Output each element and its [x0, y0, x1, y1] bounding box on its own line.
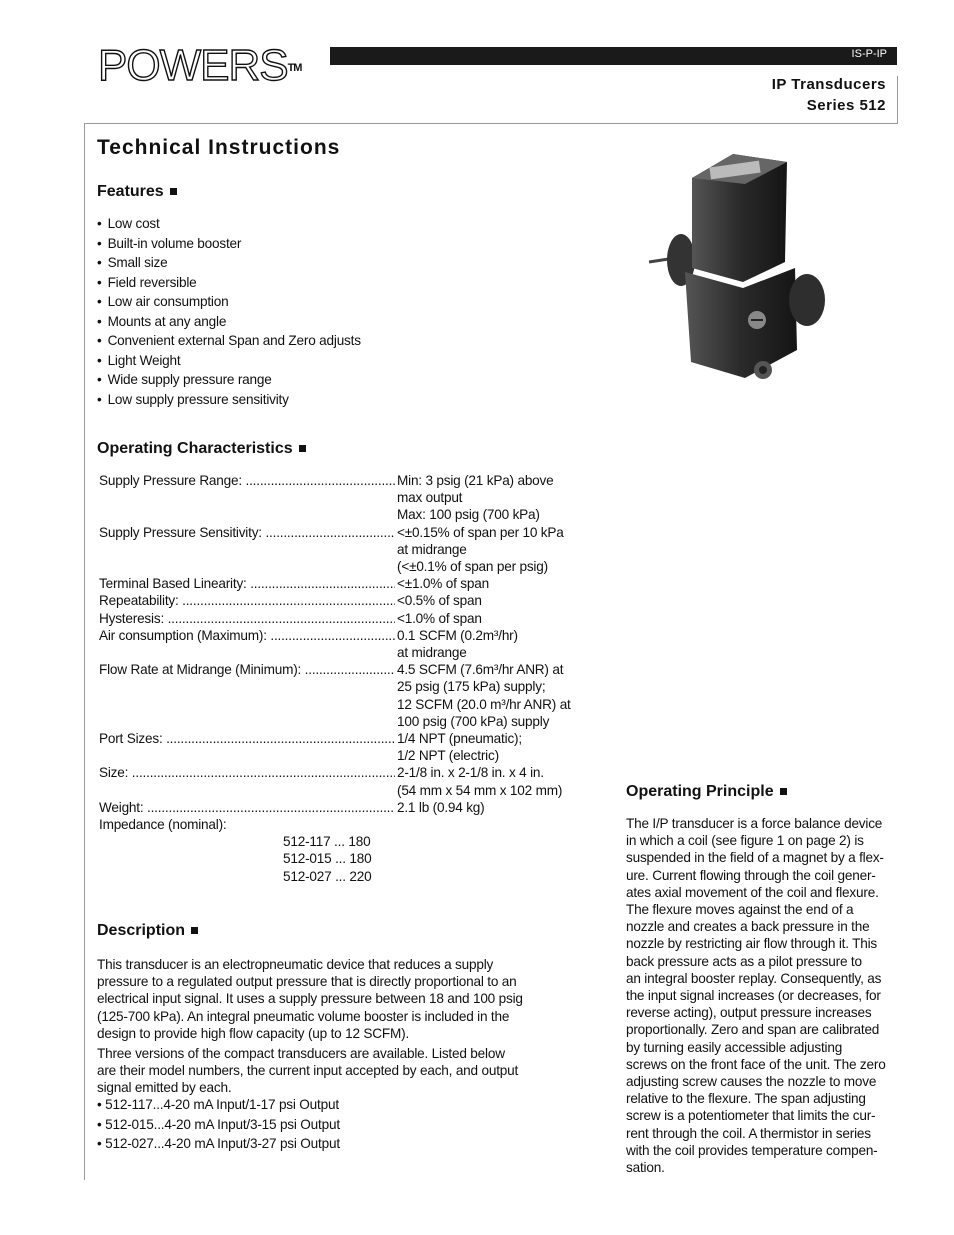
impedance-value: 512-015 ... 180 — [283, 851, 372, 867]
model-item: • 512-027...4-20 mA Input/3-27 psi Output — [97, 1136, 340, 1151]
product-title: IP Transducers — [771, 76, 886, 93]
spec-label — [99, 576, 395, 591]
spec-value: (<±0.1% of span per psig) — [397, 559, 548, 574]
spec-value: 1/4 NPT (pneumatic); — [397, 731, 522, 746]
feature-item: • Mounts at any angle — [97, 312, 361, 332]
features-list — [97, 214, 361, 409]
description-heading: Description — [97, 922, 198, 940]
product-series: Series 512 — [806, 97, 886, 114]
spec-value: (54 mm x 54 mm x 102 mm) — [397, 782, 563, 798]
spec-value: Min: 3 psig (21 kPa) above — [397, 473, 554, 488]
operating-principle-heading: Operating Principle — [626, 783, 787, 801]
spec-value: 4.5 SCFM (7.6m³/hr ANR) at — [397, 662, 564, 678]
spec-value: at midrange — [397, 541, 467, 557]
horizontal-rule — [84, 123, 898, 124]
description-line: are their model numbers, the current input accepted by each, and output — [97, 1062, 519, 1078]
feature-item: • Wide supply pressure range — [97, 370, 361, 390]
header-divider — [897, 76, 898, 123]
spec-value: 0.1 SCFM (0.2m³/hr) — [397, 627, 518, 643]
spec-label-text: Size: — [99, 765, 129, 781]
spec-value: Max: 100 psig (700 kPa) — [397, 507, 540, 523]
spec-label-text: Supply Pressure Range: — [99, 473, 242, 488]
powers-logo: POWERS™ — [98, 41, 302, 90]
spec-value: <1.0% of span — [397, 610, 482, 626]
spec-value: 12 SCFM (20.0 m³/hr ANR) at — [397, 696, 571, 712]
square-bullet-icon — [191, 927, 198, 934]
square-bullet-icon — [299, 445, 306, 452]
principle-line: sation. — [626, 1160, 665, 1175]
spec-value: <±0.15% of span per 10 kPa — [397, 524, 564, 540]
feature-item: • Small size — [97, 253, 361, 273]
principle-line: ure. Current flowing through the coil gener- — [626, 867, 876, 883]
principle-line: proportionally. Zero and span are calibrated — [626, 1022, 880, 1038]
principle-line: in which a coil (see figure 1 on page 2) is — [626, 833, 864, 849]
model-item: • 512-117...4-20 mA Input/1-17 psi Output — [97, 1097, 339, 1112]
square-bullet-icon — [780, 788, 787, 795]
principle-line: nozzle and creates a back pressure in the — [626, 919, 870, 935]
spec-value: 1/2 NPT (electric) — [397, 748, 499, 764]
model-item: • 512-015...4-20 mA Input/3-15 psi Output — [97, 1116, 340, 1132]
feature-item: • Built-in volume booster — [97, 234, 361, 254]
principle-line: The I/P transducer is a force balance device — [626, 816, 883, 831]
spec-label — [99, 473, 395, 488]
principle-line: relative to the flexure. The span adjusting — [626, 1091, 866, 1107]
description-line: (125-700 kPa). An integral pneumatic volume booster is included in the — [97, 1008, 510, 1024]
operating-characteristics-heading: Operating Characteristics — [97, 440, 306, 458]
spec-label — [99, 765, 395, 780]
spec-value: 25 psig (175 kPa) supply; — [397, 679, 546, 695]
header-bar — [330, 47, 897, 65]
spec-label-text: Air consumption (Maximum): — [99, 627, 267, 643]
spec-label — [99, 525, 395, 540]
transducer-photo — [645, 150, 830, 400]
impedance-label: Impedance (nominal): — [99, 817, 227, 832]
spec-label-text: Flow Rate at Midrange (Minimum): — [99, 662, 302, 678]
spec-label — [99, 800, 395, 815]
principle-line: suspended in the field of a magnet by a flex- — [626, 850, 884, 866]
description-line: Three versions of the compact transducers are available. Listed below — [97, 1045, 505, 1061]
features-heading: Features — [97, 183, 177, 201]
spec-label-text: Repeatability: — [99, 593, 179, 609]
spec-value: 2.1 lb (0.94 kg) — [397, 799, 485, 815]
impedance-value: 512-117 ... 180 — [283, 834, 371, 850]
principle-line: screw is a potentiometer that limits the cur- — [626, 1108, 876, 1124]
principle-line: an integral booster replay. Consequently, as — [626, 970, 882, 986]
spec-value: 100 psig (700 kPa) supply — [397, 713, 550, 729]
description-line: signal emitted by each. — [97, 1079, 232, 1095]
feature-item: • Low air consumption — [97, 292, 361, 312]
principle-line: back pressure acts as a pilot pressure to — [626, 953, 862, 969]
principle-line: by turning easily accessible adjusting — [626, 1039, 843, 1055]
impedance-value: 512-027 ... 220 — [283, 868, 372, 884]
principle-line: The flexure moves against the end of a — [626, 902, 854, 917]
description-line: This transducer is an electropneumatic device that reduces a supply — [97, 957, 494, 972]
description-line: design to provide high flow capacity (up to 12 SCFM). — [97, 1025, 410, 1041]
spec-label — [99, 611, 395, 626]
doc-code: IS-P-IP — [851, 48, 887, 60]
spec-label-text: Terminal Based Linearity: — [99, 576, 247, 592]
principle-line: the input signal increases (or decreases, for — [626, 988, 881, 1003]
vertical-rule — [84, 124, 85, 1180]
principle-line: screws on the front face of the unit. The zero — [626, 1056, 886, 1072]
spec-label — [99, 731, 395, 746]
description-line: pressure to a regulated output pressure that is directly proportional to an — [97, 974, 517, 990]
feature-item: • Field reversible — [97, 273, 361, 293]
spec-label-text: Supply Pressure Sensitivity: — [99, 524, 262, 540]
spec-label-text: Weight: — [99, 799, 144, 815]
spec-label-text: Hysteresis: — [99, 610, 165, 626]
spec-label-text: Port Sizes: — [99, 731, 163, 746]
principle-line: adjusting screw causes the nozzle to move — [626, 1074, 877, 1089]
principle-line: ates axial movement of the coil and flexure. — [626, 884, 879, 900]
spec-value: max output — [397, 490, 463, 506]
spec-label — [99, 628, 395, 643]
description-line: electrical input signal. It uses a supply pressure between 18 and 100 psig — [97, 991, 523, 1007]
feature-item: • Low supply pressure sensitivity — [97, 390, 361, 410]
feature-item: • Light Weight — [97, 351, 361, 371]
principle-line: nozzle by restricting air flow through it. This — [626, 936, 878, 952]
spec-value: at midrange — [397, 645, 467, 660]
principle-line: reverse acting), output pressure increases — [626, 1005, 872, 1021]
principle-line: with the coil provides temperature compen- — [626, 1142, 878, 1158]
principle-line: rent through the coil. A thermistor in series — [626, 1125, 871, 1141]
feature-item: • Convenient external Span and Zero adjusts — [97, 331, 361, 351]
feature-item: • Low cost — [97, 214, 361, 234]
spec-label — [99, 662, 395, 677]
spec-value: <±1.0% of span — [397, 576, 489, 592]
spec-value: <0.5% of span — [397, 593, 482, 609]
page-title: Technical Instructions — [97, 136, 341, 159]
square-bullet-icon — [170, 188, 177, 195]
spec-value: 2-1/8 in. x 2-1/8 in. x 4 in. — [397, 765, 544, 781]
spec-label — [99, 593, 395, 608]
